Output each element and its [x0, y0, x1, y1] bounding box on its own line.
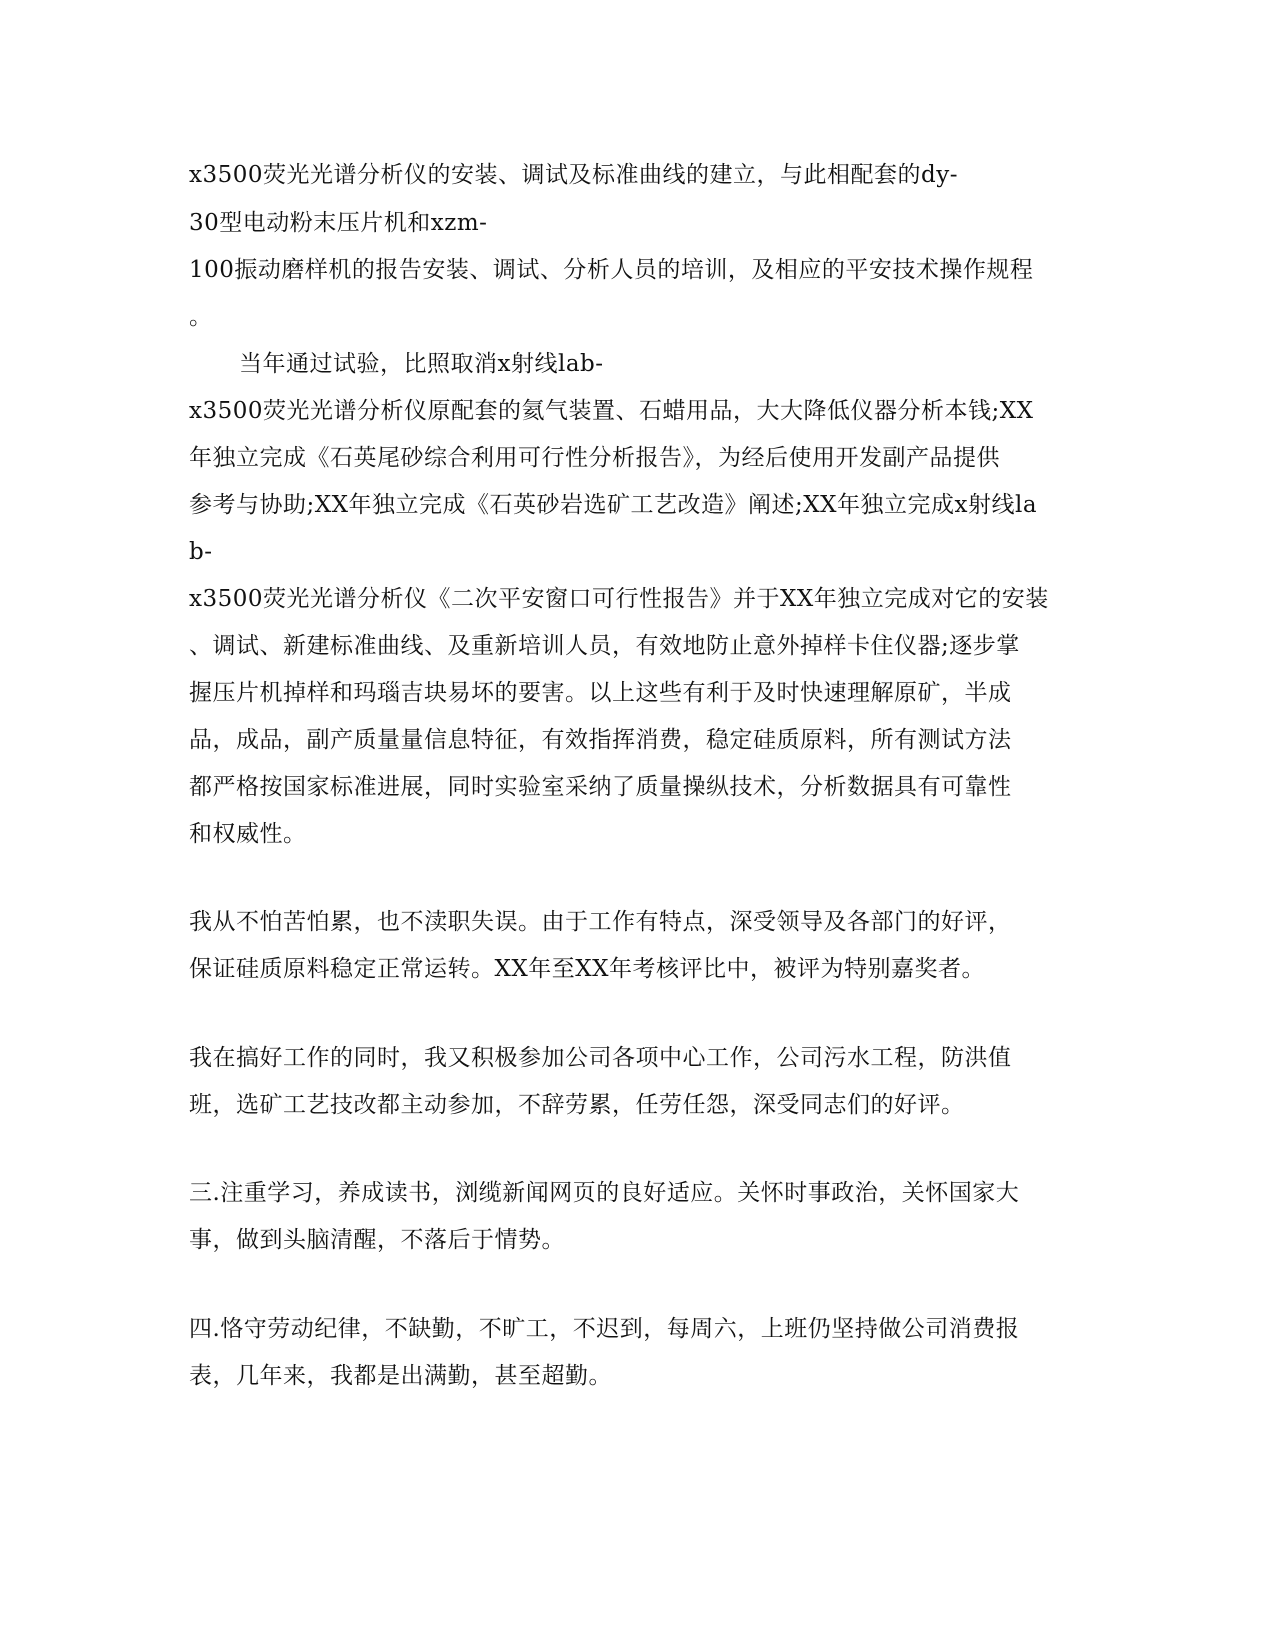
text-line: 表，几年来，我都是出满勤，甚至超勤。 — [189, 1363, 612, 1389]
text-line: 事，做到头脑清醒，不落后于情势。 — [189, 1227, 565, 1253]
text-line: 握压片机掉样和玛瑙吉块易坏的要害。以上这些有利于及时快速理解原矿，半成 — [189, 680, 1012, 706]
text-line: 保证硅质原料稳定正常运转。XX年至XX年考核评比中，被评为特别嘉奖者。 — [189, 956, 985, 982]
text-line: 都严格按国家标准进展，同时实验室采纳了质量操纵技术，分析数据具有可靠性 — [189, 774, 1012, 800]
text-line: 和权威性。 — [189, 821, 307, 847]
text-line: 年独立完成《石英尾砂综合利用可行性分析报告》，为经后使用开发副产品提供 — [189, 445, 1000, 471]
text-line: x3500荧光光谱分析仪《二次平安窗口可行性报告》并于XX年独立完成对它的安装 — [189, 586, 1049, 612]
text-line: 我从不怕苦怕累，也不渎职失误。由于工作有特点，深受领导及各部门的好评， — [189, 909, 1012, 935]
text-line: 当年通过试验，比照取消x射线lab- — [239, 351, 604, 377]
text-line: x3500荧光光谱分析仪原配套的氦气装置、石蜡用品，大大降低仪器分析本钱;XX — [189, 398, 1034, 424]
text-line: b- — [189, 539, 213, 565]
text-line: 四.恪守劳动纪律，不缺勤，不旷工，不迟到，每周六，上班仍坚持做公司消费报 — [189, 1316, 1020, 1342]
text-line: 、调试、新建标准曲线、及重新培训人员，有效地防止意外掉样卡住仪器;逐步掌 — [189, 633, 1020, 659]
text-line: 30型电动粉末压片机和xzm- — [189, 210, 488, 236]
text-line: x3500荧光光谱分析仪的安装、调试及标准曲线的建立，与此相配套的dy- — [189, 162, 958, 188]
text-line: 三.注重学习，养成读书，浏缆新闻网页的良好适应。关怀时事政治，关怀国家大 — [189, 1180, 1020, 1206]
text-line: 班，选矿工艺技改都主动参加，不辞劳累，任劳任怨，深受同志们的好评。 — [189, 1092, 965, 1118]
text-line: 品，成品，副产质量量信息特征，有效指挥消费，稳定硅质原料，所有测试方法 — [189, 727, 1012, 753]
text-line: 。 — [189, 304, 213, 330]
text-line: 参考与协助;XX年独立完成《石英砂岩选矿工艺改造》阐述;XX年独立完成x射线la — [189, 492, 1038, 518]
text-line: 100振动磨样机的报告安装、调试、分析人员的培训，及相应的平安技术操作规程 — [189, 257, 1034, 283]
text-line: 我在搞好工作的同时，我又积极参加公司各项中心工作，公司污水工程，防洪值 — [189, 1045, 1012, 1071]
